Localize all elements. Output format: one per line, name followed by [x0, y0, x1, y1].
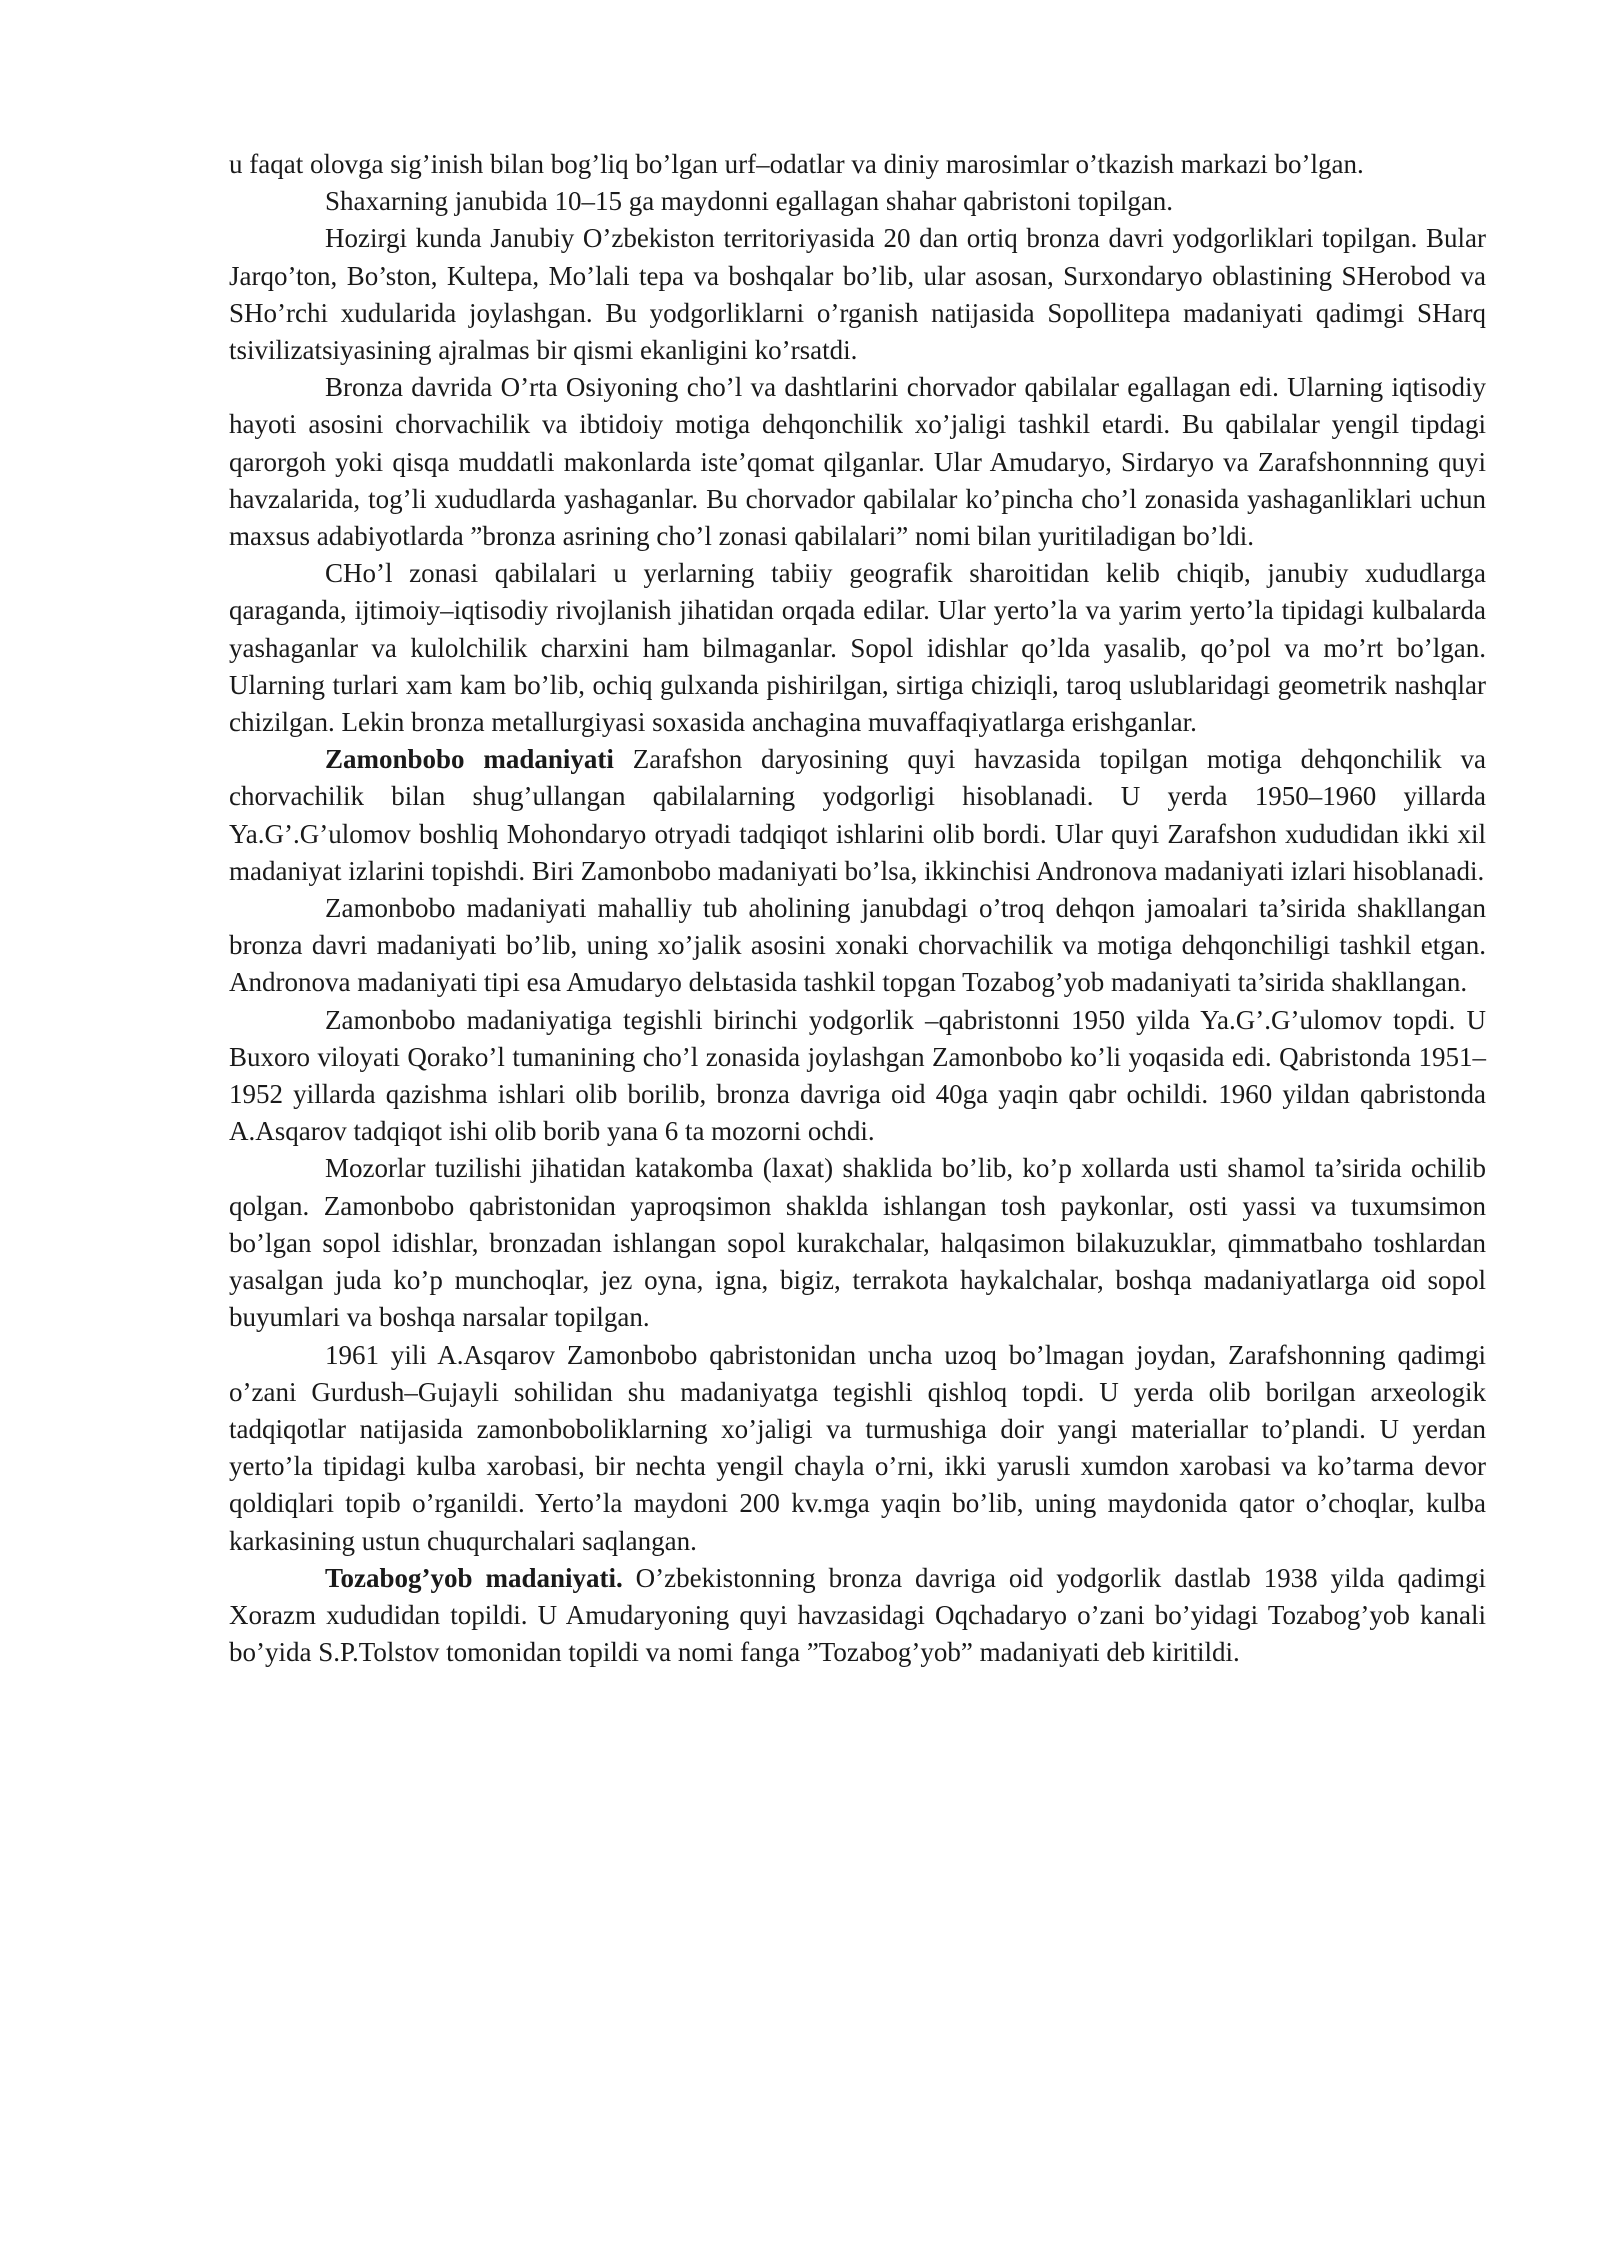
paragraph-7: Zamonbobo madaniyati mahalliy tub aholining janubdagi o’troq dehqon jamoalari ta’sirida shakllangan bronza davri madaniyati bo’lib, uning xo’jalik asosini xonaki chorvachilik va motiga dehqonchiligi tashkil etgan. Andronova madaniyati tipi esa Amudaryo delьtasida tashkil topgan Tozabog’yob madaniyati ta’sirida shakllangan. — [229, 893, 1486, 998]
paragraph-6 — [229, 741, 1486, 890]
paragraph-2: Shaxarning janubida 10–15 ga maydonni egallagan shahar qabristoni topilgan. — [325, 186, 1174, 217]
paragraph-1: u faqat olovga sig’inish bilan bog’liq bo’lgan urf–odatlar va diniy marosimlar o’tkazish markazi bo’lgan. — [229, 149, 1364, 179]
paragraph-3: Hozirgi kunda Janubiy O’zbekiston territoriyasida 20 dan ortiq bronza davri yodgorliklari topilgan. Bular Jarqo’ton, Bo’ston, Kultepa, Mo’lali tepa va boshqalar bo’lib, ular asosan, Surxondaryo oblastining SHerobod va SHo’rchi xudularida joylashgan. Bu yodgorliklarni o’rganish natijasida Sopollitepa madaniyati qadimgi SHarq tsivilizatsiyasining ajralmas bir qismi ekanligini ko’rsatdi. — [229, 223, 1486, 366]
paragraph-4: Bronza davrida O’rta Osiyoning cho’l va dashtlarini chorvador qabilalar egallagan edi. Ularning iqtisodiy hayoti asosini chorvachilik va ibtidoiy motiga dehqonchilik xo’jaligi tashkil etardi. Bu qabilalar yengil tipdagi qarorgoh yoki qisqa muddatli makonlarda iste’qomat qilganlar. Ular Amudaryo, Sirdaryo va Zarafshonnning quyi havzalarida, tog’li xududlarda yashaganlar. Bu chorvador qabilalar ko’pincha cho’l zonasida yashaganliklari uchun maxsus adabiyotlarda ”bronza asrining cho’l zonasi qabilalari” nomi bilan yuritiladigan bo’ldi. — [229, 372, 1486, 552]
paragraph-8: Zamonbobo madaniyatiga tegishli birinchi yodgorlik –qabristonni 1950 yilda Ya.G’.G’ulomov topdi. U Buxoro viloyati Qorako’l tumanining cho’l zonasida joylashgan Zamonbobo ko’li yoqasida edi. Qabristonda 1951–1952 yillarda qazishma ishlari olib borilib, bronza davriga oid 40ga yaqin qabr ochildi. 1960 yildan qabristonda A.Asqarov tadqiqot ishi olib borib yana 6 ta mozorni ochdi. — [229, 1004, 1486, 1147]
document-page — [229, 146, 1486, 1671]
section-heading-tozabogyob: Tozabog’yob madaniyati. — [325, 1562, 623, 1593]
paragraph-5: CHo’l zonasi qabilalari u yerlarning tabiiy geografik sharoitidan kelib chiqib, janubiy xududlarga qaraganda, ijtimoiy–iqtisodiy rivojlanish jihatidan orqada edilar. Ular yerto’la va yarim yerto’la tipidagi kulbalarda yashaganlar va kulolchilik charxini ham bilmaganlar. Sopol idishlar qo’lda yasalib, qo’pol va mo’rt bo’lgan. Ularning turlari xam kam bo’lib, ochiq gulxanda pishirilgan, sirtiga chiziqli, taroq uslublaridagi geometrik nashqlar chizilgan. Lekin bronza metallurgiyasi soxasida anchagina muvaffaqiyatlarga erishganlar. — [229, 558, 1486, 738]
section-heading-zamonbobo: Zamonbobo madaniyati — [325, 744, 614, 775]
paragraph-11 — [229, 1560, 1486, 1672]
paragraph-10: 1961 yili A.Asqarov Zamonbobo qabristonidan uncha uzoq bo’lmagan joydan, Zarafshonning qadimgi o’zani Gurdush–Gujayli sohilidan shu madaniyatga tegishli qishloq topdi. U yerda olib borilgan arxeologik tadqiqotlar natijasida zamonboboliklarning xo’jaligi va turmushiga doir yangi materiallar to’plandi. U yerdan yerto’la tipidagi kulba xarobasi, bir nechta yengil chayla o’rni, ikki yarusli xumdon xarobasi va ko’tarma devor qoldiqlari topib o’rganildi. Yerto’la maydoni 200 kv.mga yaqin bo’lib, uning maydonida qator o’choqlar, kulba karkasining ustun chuqurchalari saqlangan. — [229, 1339, 1486, 1556]
paragraph-9: Mozorlar tuzilishi jihatidan katakomba (laxat) shaklida bo’lib, ko’p xollarda usti shamol ta’sirida ochilib qolgan. Zamonbobo qabristonidan yaproqsimon shaklda ishlangan tosh paykonlar, osti yassi va tuxumsimon bo’lgan sopol idishlar, bronzadan ishlangan sopol kurakchalar, halqasimon bilakuzuklar, qimmatbaho toshlardan yasalgan juda ko’p munchoqlar, jez oyna, igna, bigiz, terrakota haykalchalar, boshqa madaniyatlarga oid sopol buyumlari va boshqa narsalar topilgan. — [229, 1153, 1486, 1333]
paragraph-11-text: O’zbekistonning bronza davriga oid yodgorlik dastlab 1938 yilda qadimgi Xorazm xududidan topildi. U Amudaryoning quyi havzasidagi Oqchadaryo o’zani bo’yidagi Tozabog’yob kanali bo’yida S.P.Tolstov tomonidan topildi va nomi fanga ”Tozabog’yob” madaniyati deb kiritildi. — [229, 1562, 1486, 1668]
paragraph-6-text: Zarafshon daryosining quyi havzasida topilgan motiga dehqonchilik va chorvachilik bilan shug’ullangan qabilalarning yodgorligi hisoblanadi. U yerda 1950–1960 yillarda Ya.G’.G’ulomov boshliq Mohondaryo otryadi tadqiqot ishlarini olib bordi. Ular quyi Zarafshon xududidan ikki xil madaniyat izlarini topishdi. Biri Zamonbobo madaniyati bo’lsa, ikkinchisi Andronova madaniyati izlari hisoblanadi. — [229, 744, 1486, 886]
